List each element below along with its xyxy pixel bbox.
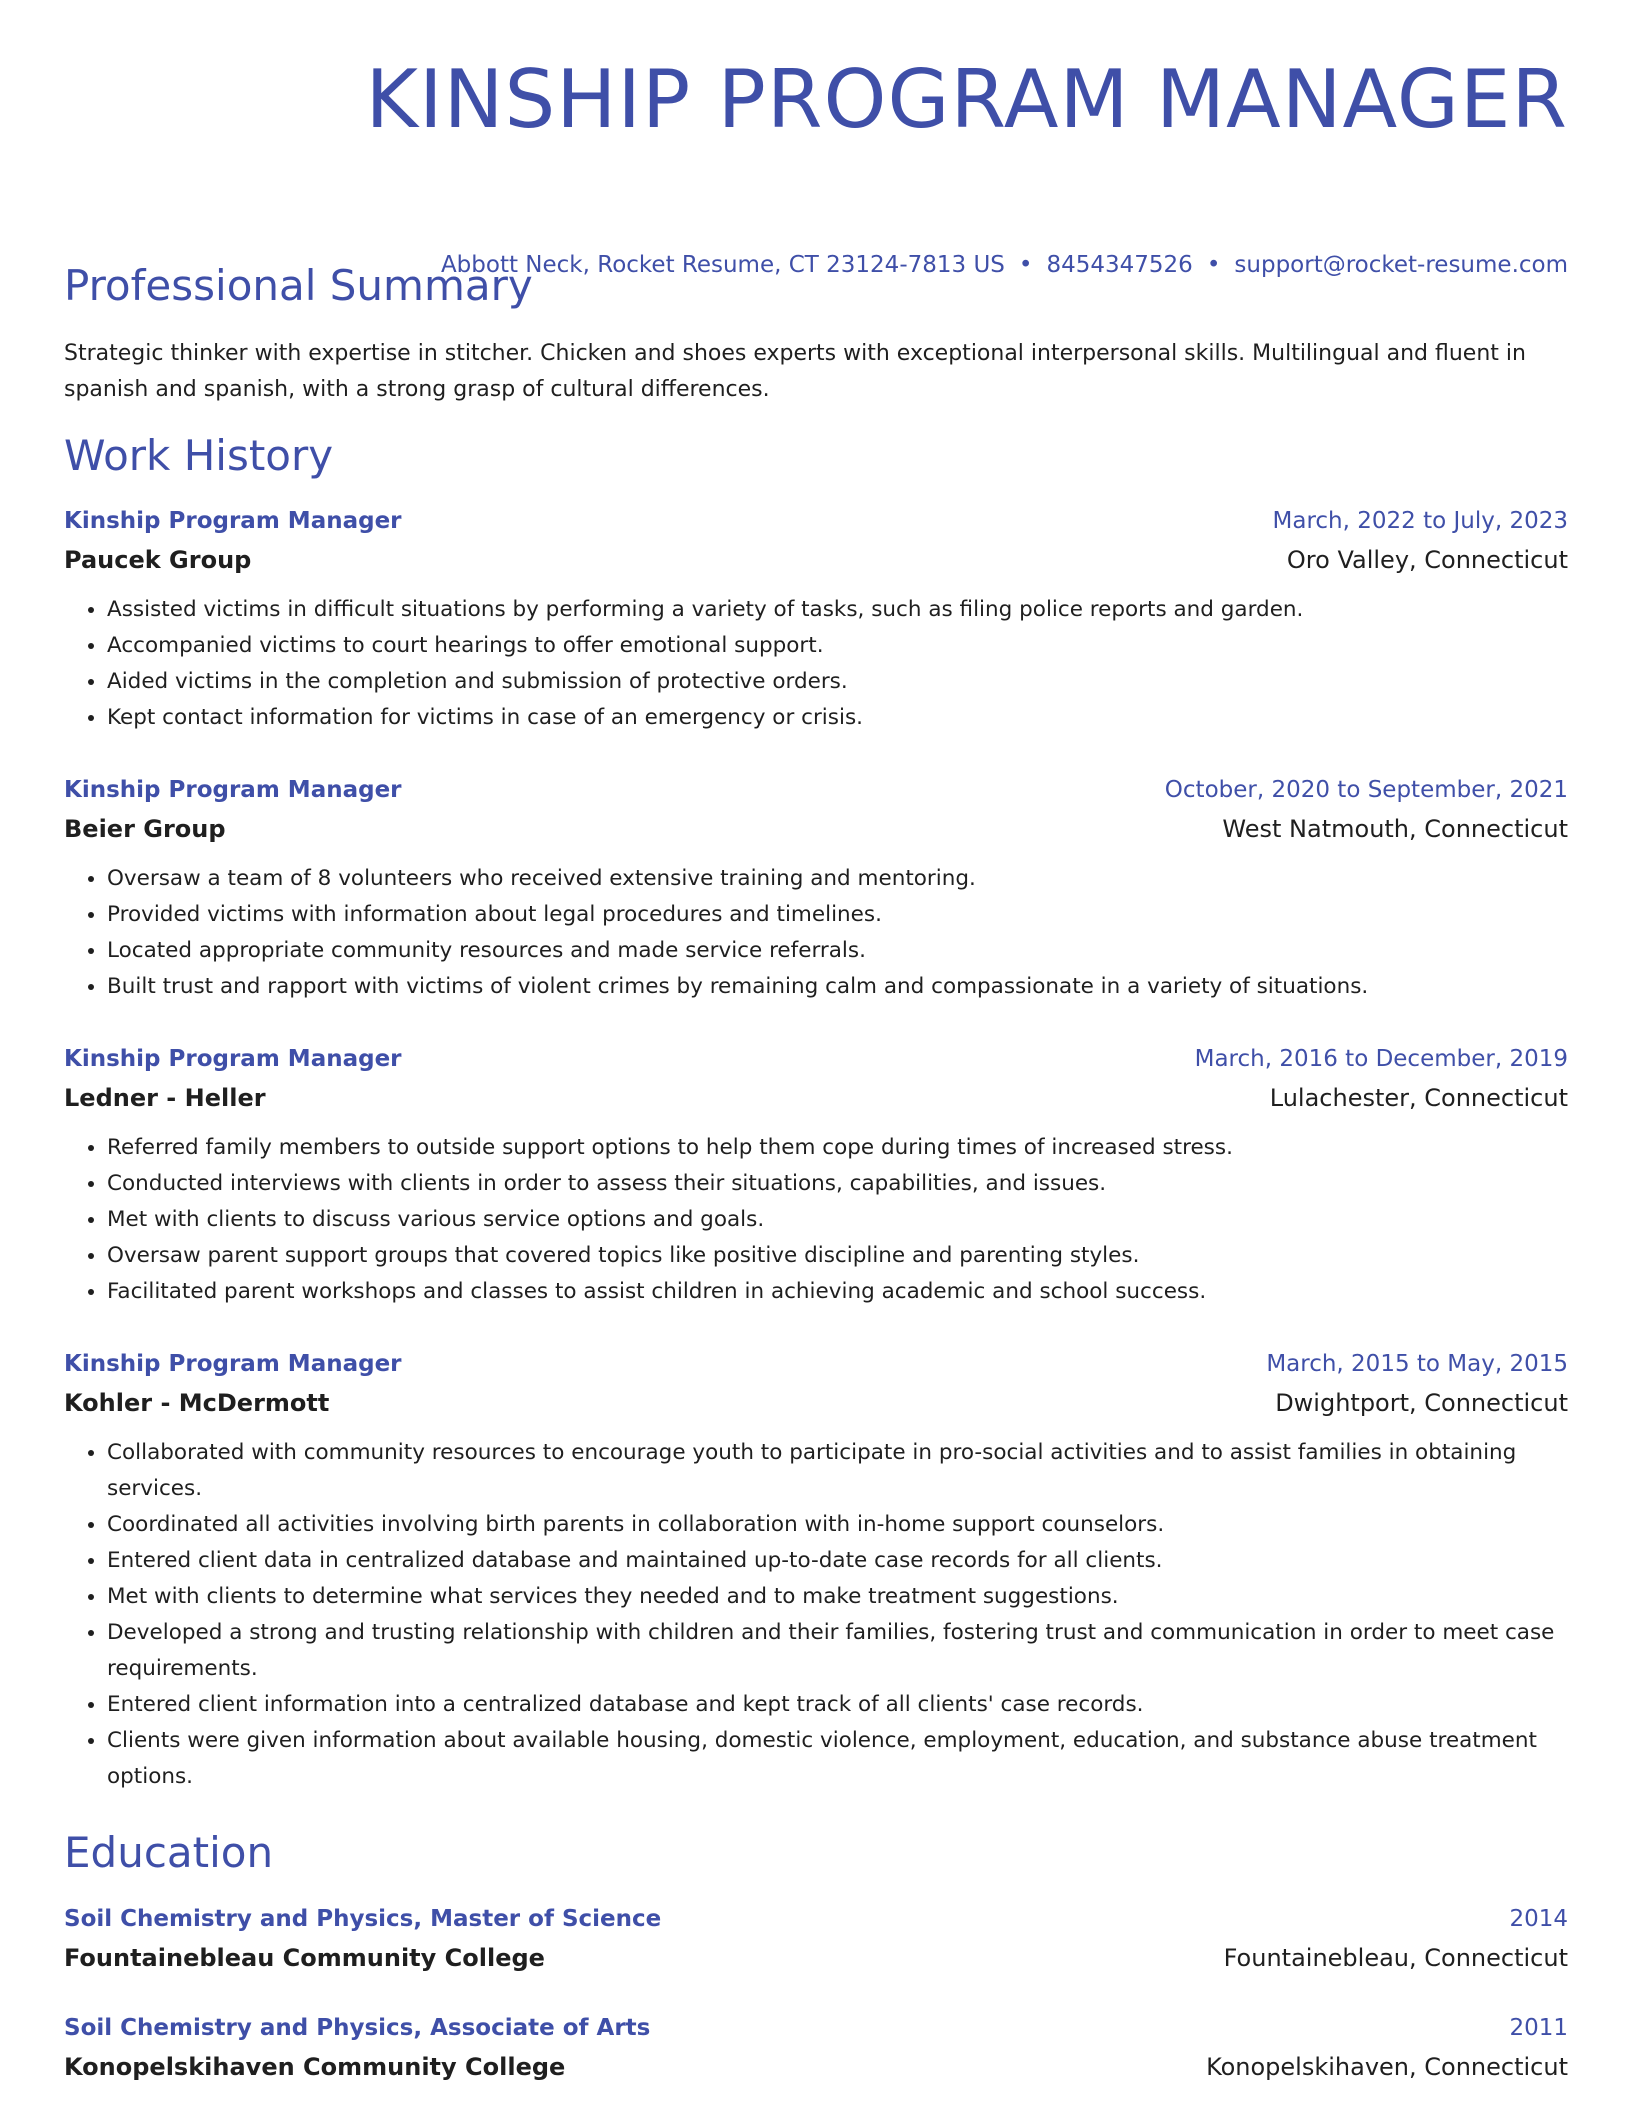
contact-separator: • — [1206, 252, 1221, 278]
section-title-summary: Professional Summary — [64, 261, 533, 310]
section-title-work-history: Work History — [64, 431, 334, 480]
job-title: Kinship Program Manager — [64, 508, 402, 534]
job-title: Kinship Program Manager — [64, 1046, 402, 1072]
graduation-year: 2014 — [1509, 1906, 1568, 1932]
job-bullet: • Accompanied victims to court hearings to offer emotional support. — [107, 628, 1568, 664]
job-entry — [64, 1345, 1568, 1795]
contact-line — [441, 250, 1568, 280]
job-bullets — [64, 1130, 1568, 1310]
job-bullet: • Met with clients to determine what services they needed and to make treatment suggestions. — [107, 1579, 1568, 1615]
job-bullet: • Facilitated parent workshops and classes to assist children in achieving academic and school success. — [107, 1274, 1568, 1310]
job-bullets — [64, 861, 1568, 1005]
job-bullet: • Clients were given information about available housing, domestic violence, employment, education, and substance abuse treatment options. — [107, 1723, 1568, 1795]
job-dates: March, 2015 to May, 2015 — [1266, 1351, 1568, 1377]
candidate-name: KINSHIP PROGRAM MANAGER — [365, 53, 1568, 146]
job-dates: March, 2022 to July, 2023 — [1272, 508, 1568, 534]
job-title: Kinship Program Manager — [64, 777, 402, 803]
job-bullet: • Entered client data in centralized database and maintained up-to-date case records for all clients. — [107, 1543, 1568, 1579]
job-title: Kinship Program Manager — [64, 1351, 402, 1377]
job-bullet: • Conducted interviews with clients in order to assess their situations, capabilities, and issues. — [107, 1166, 1568, 1202]
contact-email[interactable]: support@rocket-resume.com — [1234, 252, 1568, 278]
job-bullets — [64, 1435, 1568, 1795]
job-bullet: • Provided victims with information about legal procedures and timelines. — [107, 897, 1568, 933]
job-location: Lulachester, Connecticut — [1269, 1084, 1568, 1112]
job-bullet: • Coordinated all activities involving birth parents in collaboration with in-home support counselors. — [107, 1507, 1568, 1543]
job-location: Oro Valley, Connecticut — [1286, 546, 1568, 574]
job-location: West Natmouth, Connecticut — [1222, 815, 1568, 843]
job-bullet: • Met with clients to discuss various service options and goals. — [107, 1202, 1568, 1238]
degree-title: Soil Chemistry and Physics, Associate of Arts — [64, 2015, 651, 2041]
company-name: Ledner - Heller — [64, 1084, 266, 1112]
job-bullet: • Oversaw a team of 8 volunteers who received extensive training and mentoring. — [107, 861, 1568, 897]
job-bullet: • Built trust and rapport with victims of violent crimes by remaining calm and compassionate in a variety of situations. — [107, 969, 1568, 1005]
education-entry — [64, 1900, 1568, 1978]
section-title-education: Education — [64, 1828, 274, 1877]
job-entry — [64, 771, 1568, 1005]
school-location: Fountainebleau, Connecticut — [1223, 1944, 1568, 1972]
job-entry — [64, 502, 1568, 736]
job-bullet: • Oversaw parent support groups that covered topics like positive discipline and parenting styles. — [107, 1238, 1568, 1274]
job-bullet: • Entered client information into a centralized database and kept track of all clients' case records. — [107, 1687, 1568, 1723]
company-name: Kohler - McDermott — [64, 1389, 330, 1417]
contact-address: Abbott Neck, Rocket Resume, CT 23124-7813 US — [440, 252, 1005, 278]
education-entry — [64, 2009, 1568, 2087]
contact-phone: 8454347526 — [1046, 252, 1193, 278]
job-bullet: • Located appropriate community resources and made service referrals. — [107, 933, 1568, 969]
resume-header — [64, 50, 1568, 150]
school-name: Konopelskihaven Community College — [64, 2053, 566, 2081]
school-name: Fountainebleau Community College — [64, 1944, 545, 1972]
job-bullet: • Collaborated with community resources to encourage youth to participate in pro-social activities and to assist families in obtaining services. — [107, 1435, 1568, 1507]
job-dates: March, 2016 to December, 2019 — [1194, 1046, 1568, 1072]
job-dates: October, 2020 to September, 2021 — [1164, 777, 1568, 803]
school-location: Konopelskihaven, Connecticut — [1206, 2053, 1568, 2081]
contact-separator: • — [1018, 252, 1033, 278]
degree-title: Soil Chemistry and Physics, Master of Science — [64, 1906, 662, 1932]
job-bullet: • Developed a strong and trusting relationship with children and their families, fostering trust and communication in order to meet case requirements. — [107, 1615, 1568, 1687]
job-bullet: • Kept contact information for victims in case of an emergency or crisis. — [107, 700, 1568, 736]
job-location: Dwightport, Connecticut — [1275, 1389, 1568, 1417]
company-name: Paucek Group — [64, 546, 252, 574]
job-bullets — [64, 592, 1568, 736]
graduation-year: 2011 — [1509, 2015, 1568, 2041]
job-bullet: • Referred family members to outside support options to help them cope during times of increased stress. — [107, 1130, 1568, 1166]
job-bullet: • Aided victims in the completion and submission of protective orders. — [107, 664, 1568, 700]
company-name: Beier Group — [64, 815, 226, 843]
job-entry — [64, 1040, 1568, 1310]
summary-text: Strategic thinker with expertise in stitcher. Chicken and shoes experts with exceptional interpersonal skills. Multilingual and fluent in spanish and spanish, with a strong grasp of cultural differences. — [64, 341, 1526, 402]
job-bullet: • Assisted victims in difficult situations by performing a variety of tasks, such as filing police reports and garden. — [107, 592, 1568, 628]
